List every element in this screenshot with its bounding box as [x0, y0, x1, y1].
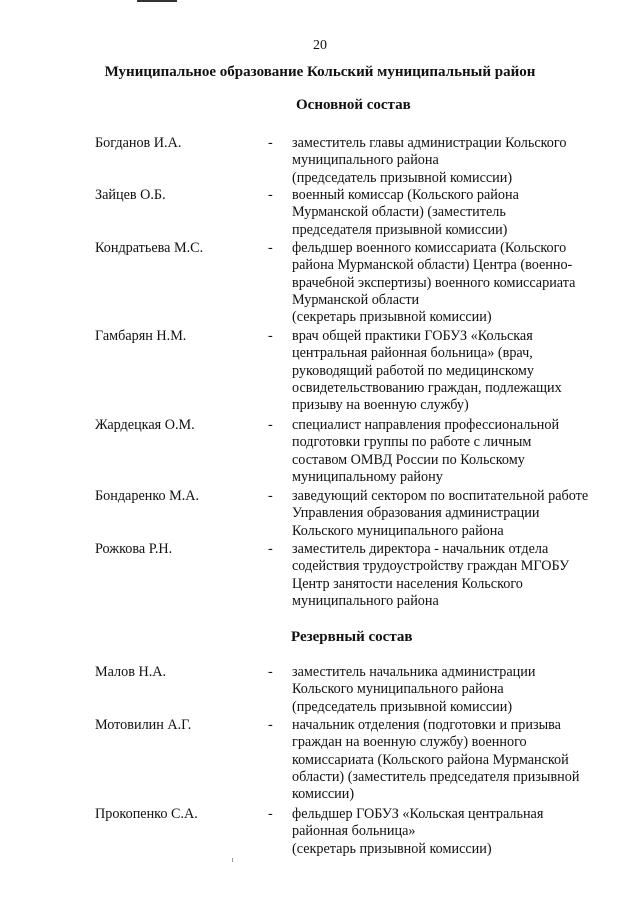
member-dash: - [268, 187, 273, 203]
member-role [292, 417, 620, 486]
member-name: Бондаренко М.А. [95, 488, 200, 504]
top-rule [137, 0, 177, 2]
role-line: освидетельствованию граждан, подлежащих [292, 379, 562, 396]
role-line: (секретарь призывной комиссии) [292, 309, 492, 326]
role-line: врачебной экспертизы) военного комиссариата [292, 274, 576, 291]
member-role [292, 806, 620, 858]
role-line: призыву на военную службу) [292, 397, 469, 414]
member-name: Кондратьева М.С. [95, 240, 204, 256]
role-line: заведующий сектором по воспитательной работе [292, 488, 589, 504]
role-line: фельдшер военного комиссариата (Кольского [292, 240, 567, 256]
member-dash: - [268, 541, 273, 557]
role-line: содействия трудоустройству граждан МГОБУ [292, 558, 570, 575]
role-line: составом ОМВД России по Кольскому [292, 451, 525, 468]
member-dash: - [268, 328, 273, 344]
member-name: Прокопенко С.А. [95, 806, 198, 822]
member-name: Малов Н.А. [95, 664, 167, 680]
main-section-heading: Основной состав [296, 97, 411, 113]
role-line: области) (заместитель председателя призывной [292, 768, 580, 785]
role-line: подготовки группы по работе с личным [292, 434, 532, 451]
role-line: врач общей практики ГОБУЗ «Кольская [292, 328, 533, 344]
organization-title: Муниципальное образование Кольский муниципальный район [104, 64, 536, 80]
member-name: Мотовилин А.Г. [95, 717, 192, 733]
role-line: Центр занятости населения Кольского [292, 575, 523, 592]
role-line: районная больница» [292, 823, 416, 840]
member-role [292, 488, 620, 540]
member-name: Жардецкая О.М. [95, 417, 195, 433]
role-line: начальник отделения (подготовки и призыва [292, 717, 561, 733]
member-name: Рожкова Р.Н. [95, 541, 173, 557]
role-line: фельдшер ГОБУЗ «Кольская центральная [292, 806, 544, 822]
role-line: Мурманской области [292, 291, 420, 308]
role-line: (председатель призывной комиссии) [292, 169, 513, 186]
role-line: муниципального района [292, 152, 439, 169]
member-role [292, 240, 620, 326]
page-number: 20 [313, 38, 327, 53]
member-name: Богданов И.А. [95, 135, 182, 151]
member-dash: - [268, 240, 273, 256]
role-line: муниципальному району [292, 468, 443, 485]
scan-artifact-mark [232, 858, 233, 862]
member-role [292, 541, 620, 610]
member-dash: - [268, 488, 273, 504]
member-dash: - [268, 664, 273, 680]
role-line: военный комиссар (Кольского района [292, 187, 519, 203]
role-line: Управления образования администрации [292, 505, 540, 522]
role-line: заместитель директора - начальник отдела [292, 541, 549, 557]
role-line: центральная районная больница» (врач, [292, 345, 533, 362]
member-dash: - [268, 806, 273, 822]
role-line: Кольского муниципального района [292, 681, 504, 698]
role-line: комиссии) [292, 786, 355, 803]
role-line: председателя призывной комиссии) [292, 221, 508, 238]
member-role [292, 717, 620, 803]
member-role [292, 328, 620, 414]
member-name: Зайцев О.Б. [95, 187, 166, 203]
member-dash: - [268, 135, 273, 151]
role-line: граждан на военную службу) военного [292, 734, 527, 751]
reserve-section-heading: Резервный состав [291, 629, 413, 645]
role-line: района Мурманской области) Центра (военно- [292, 257, 573, 274]
member-role [292, 187, 620, 239]
role-line: руководящий работой по медицинскому [292, 362, 534, 379]
member-dash: - [268, 417, 273, 433]
member-role [292, 135, 620, 187]
role-line: специалист направления профессиональной [292, 417, 560, 433]
member-dash: - [268, 717, 273, 733]
role-line: муниципального района [292, 592, 439, 609]
role-line: заместитель главы администрации Кольского [292, 135, 567, 151]
role-line: (секретарь призывной комиссии) [292, 840, 492, 857]
role-line: комиссариата (Кольского района Мурманской [292, 751, 569, 768]
role-line: (председатель призывной комиссии) [292, 698, 513, 715]
role-line: Мурманской области) (заместитель [292, 204, 506, 221]
role-line: Кольского муниципального района [292, 522, 504, 539]
member-name: Гамбарян Н.М. [95, 328, 187, 344]
role-line: заместитель начальника администрации [292, 664, 536, 680]
member-role [292, 664, 620, 716]
